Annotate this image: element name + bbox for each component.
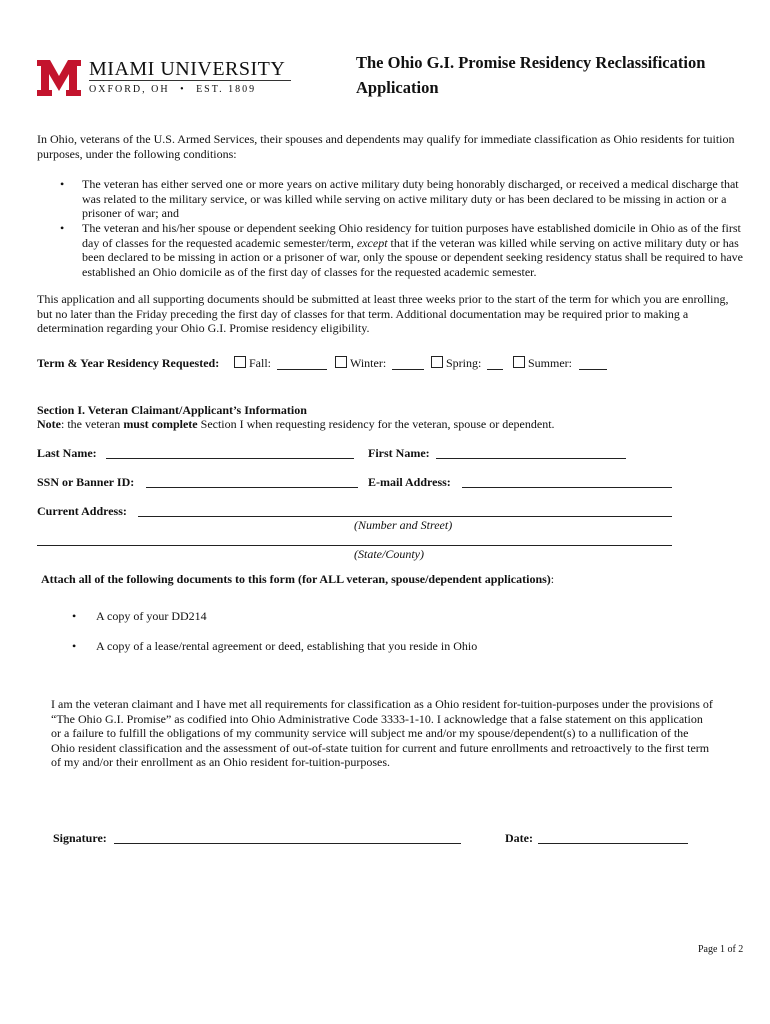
section-note: Note: the veteran must complete Section I when requesting residency for the veteran, spouse or dependent. — [37, 417, 555, 431]
ssn-field[interactable] — [146, 487, 358, 488]
bullet-icon: • — [60, 221, 65, 235]
attach-item: A copy of a lease/rental agreement or deed, establishing that you reside in Ohio — [96, 639, 478, 653]
summer-label: Summer: — [528, 356, 572, 370]
condition-item: The veteran and his/her spouse or dependent seeking Ohio residency for tuition purposes have established domicile in Ohio as of the first day of classes for the requested academic semester/term, except that if the veteran was killed while serving on active military duty or has been declared to be missing in action or a prisoner of war, only the spouse or dependent seeking residency status shall be required to have established an Ohio domicile as of the first day of classes for the requested academic semester. — [82, 221, 743, 279]
condition-item: The veteran has either served one or more years on active military duty being honorably discharged, or received a medical discharge that was related to the military service, or was killed while serving on active military duty or has been declared to be missing in action or a prisoner of war; and — [82, 177, 739, 221]
signature-label: Signature: — [53, 831, 107, 845]
fall-checkbox[interactable] — [234, 356, 246, 368]
section-heading: Section I. Veteran Claimant/Applicant’s Information — [37, 403, 307, 417]
miami-m-logo-icon — [37, 60, 81, 96]
first-name-field[interactable] — [436, 458, 626, 459]
first-name-label: First Name: — [368, 446, 430, 460]
email-field[interactable] — [462, 487, 672, 488]
date-label: Date: — [505, 831, 533, 845]
page-number: Page 1 of 2 — [698, 944, 744, 955]
spring-checkbox[interactable] — [431, 356, 443, 368]
university-established: EST. 1809 — [196, 84, 257, 95]
street-hint: (Number and Street) — [354, 518, 453, 532]
street-address-field[interactable] — [138, 516, 672, 517]
winter-year-field[interactable] — [392, 369, 424, 370]
spring-year-field[interactable] — [487, 369, 503, 370]
submission-note: This application and all supporting documents should be submitted at least three weeks prior to the start of the term for which you are enrolling, but no later than the Friday preceding the first day of classes for that term. Additional documentation may be required prior to making a determination regarding your Ohio G.I. Promise residency eligibility. — [37, 292, 729, 336]
bullet-icon: • — [72, 639, 77, 653]
page-title: The Ohio G.I. Promise Residency Reclassification Application — [356, 53, 706, 97]
ssn-label: SSN or Banner ID: — [37, 475, 135, 489]
fall-label: Fall: — [249, 356, 272, 370]
summer-year-field[interactable] — [579, 369, 607, 370]
winter-label: Winter: — [350, 356, 387, 370]
declaration-paragraph: I am the veteran claimant and I have met all requirements for classification as a Ohio resident for-tuition-purposes under the provisions of “The Ohio G.I. Promise” as codified into Ohio Administrative Code 3333-1-10. I acknowledge that a false statement on this application or a failure to fulfill the obligations of my community service will subject me and/or my spouse/dependent(s) to a nullification of the Ohio resident classification and the assessment of out-of-state tuition for current and future enrollments and retroactively to the first term of my and/or their enrollment as an Ohio resident for-tuition-purposes. — [51, 697, 713, 770]
last-name-label: Last Name: — [37, 446, 97, 460]
state-hint: (State/County) — [354, 547, 424, 561]
last-name-field[interactable] — [106, 458, 354, 459]
intro-paragraph: In Ohio, veterans of the U.S. Armed Services, their spouses and dependents may qualify for immediate classification as Ohio residents for tuition purposes, under the following conditions: — [37, 132, 735, 161]
email-label: E-mail Address: — [368, 475, 451, 489]
state-county-field[interactable] — [37, 545, 672, 546]
university-name: MIAMI UNIVERSITY — [89, 58, 286, 80]
bullet-icon: • — [72, 609, 77, 623]
university-location: OXFORD, OH — [89, 84, 170, 95]
summer-checkbox[interactable] — [513, 356, 525, 368]
term-row: Term & Year Residency Requested: Fall: Winter: Spring: Summer: — [37, 356, 757, 372]
university-logo: MIAMI UNIVERSITY OXFORD, OH • EST. 1809 — [37, 58, 297, 98]
winter-checkbox[interactable] — [335, 356, 347, 368]
address-label: Current Address: — [37, 504, 127, 518]
term-label: Term & Year Residency Requested — [37, 356, 216, 370]
date-field[interactable] — [538, 843, 688, 844]
attach-item: A copy of your DD214 — [96, 609, 207, 623]
attach-heading: Attach all of the following documents to this form (for ALL veteran, spouse/dependent applications): — [41, 572, 555, 586]
bullet-icon: • — [60, 177, 65, 191]
signature-field[interactable] — [114, 843, 461, 844]
spring-label: Spring: — [446, 356, 482, 370]
fall-year-field[interactable] — [277, 369, 327, 370]
